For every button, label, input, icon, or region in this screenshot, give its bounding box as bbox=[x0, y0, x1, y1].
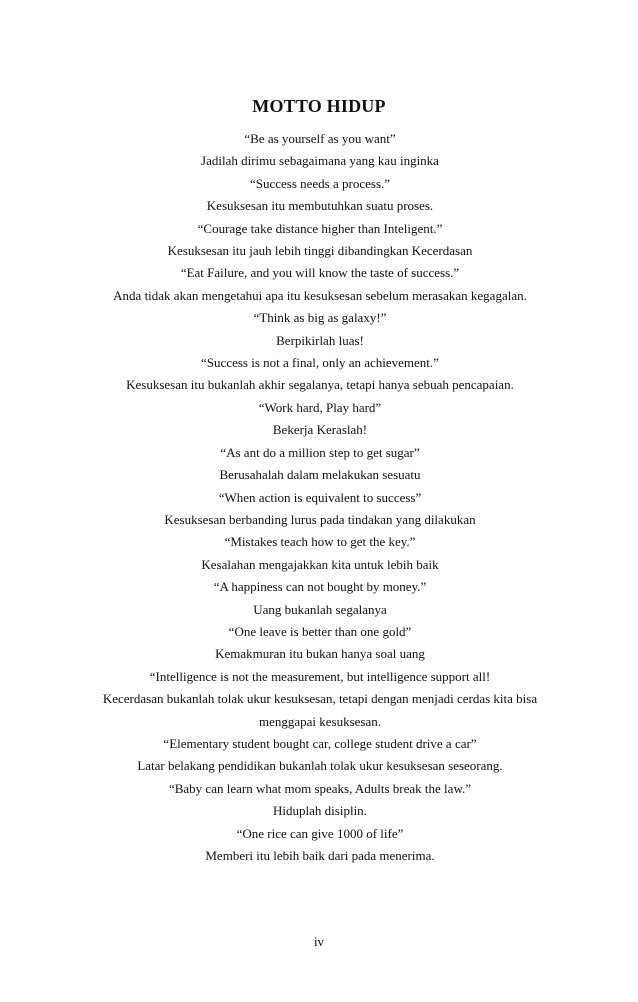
motto-line: “One leave is better than one gold” bbox=[228, 623, 412, 639]
motto-line: “Elementary student bought car, college student drive a car” bbox=[163, 735, 477, 751]
motto-line: “Baby can learn what mom speaks, Adults break the law.” bbox=[168, 780, 472, 796]
motto-line: Anda tidak akan mengetahui apa itu kesuksesan sebelum merasakan kegagalan. bbox=[113, 287, 527, 303]
motto-line: Memberi itu lebih baik dari pada menerima. bbox=[205, 848, 435, 863]
motto-line: Berpikirlah luas! bbox=[276, 332, 364, 348]
motto-line: “Be as yourself as you want” bbox=[244, 131, 396, 146]
motto-line: “When action is equivalent to success” bbox=[218, 489, 422, 505]
motto-line: Kesuksesan itu bukanlah akhir segalanya, tetapi hanya sebuah pencapaian. bbox=[126, 377, 514, 393]
motto-line: Berusahalah dalam melakukan sesuatu bbox=[219, 467, 421, 483]
motto-line: menggapai kesuksesan. bbox=[258, 713, 382, 729]
motto-line: Kemakmuran itu bukan hanya soal uang bbox=[215, 646, 425, 662]
motto-line: Hiduplah disiplin. bbox=[273, 803, 367, 819]
motto-line: “Success is not a final, only an achievement.” bbox=[201, 355, 439, 371]
motto-line: “Success needs a process.” bbox=[249, 175, 391, 191]
motto-line: Jadilah dirimu sebagaimana yang kau inginka bbox=[201, 153, 439, 169]
motto-list bbox=[100, 128, 540, 867]
motto-line: “Mistakes teach how to get the key.” bbox=[224, 534, 416, 550]
motto-line: Latar belakang pendidikan bukanlah tolak ukur kesuksesan seseorang. bbox=[137, 758, 503, 774]
motto-line: “Work hard, Play hard” bbox=[258, 399, 382, 415]
motto-line: “Courage take distance higher than Inteligent.” bbox=[197, 220, 443, 236]
motto-line: Kesalahan mengajakkan kita untuk lebih baik bbox=[201, 556, 439, 572]
motto-line: “Eat Failure, and you will know the taste of success.” bbox=[180, 265, 460, 281]
motto-line: Kesuksesan berbanding lurus pada tindakan yang dilakukan bbox=[164, 511, 476, 527]
motto-line: Kesuksesan itu jauh lebih tinggi dibandingkan Kecerdasan bbox=[167, 243, 473, 259]
motto-line: “Think as big as galaxy!” bbox=[253, 310, 387, 326]
motto-line: Kesuksesan itu membutuhkan suatu proses. bbox=[206, 198, 434, 214]
motto-line: Kecerdasan bukanlah tolak ukur kesuksesan, tetapi dengan menjadi cerdas kita bisa bbox=[102, 691, 538, 707]
page-title: MOTTO HIDUP bbox=[252, 96, 386, 116]
page-number: iv bbox=[313, 934, 325, 949]
motto-line: Bekerja Keraslah! bbox=[272, 422, 368, 438]
motto-line: “A happiness can not bought by money.” bbox=[213, 579, 427, 595]
motto-line: “One rice can give 1000 of life” bbox=[236, 825, 404, 841]
motto-line: “As ant do a million step to get sugar” bbox=[220, 444, 420, 460]
motto-line: Uang bukanlah segalanya bbox=[253, 601, 387, 617]
motto-line: “Intelligence is not the measurement, but intelligence support all! bbox=[149, 668, 491, 684]
